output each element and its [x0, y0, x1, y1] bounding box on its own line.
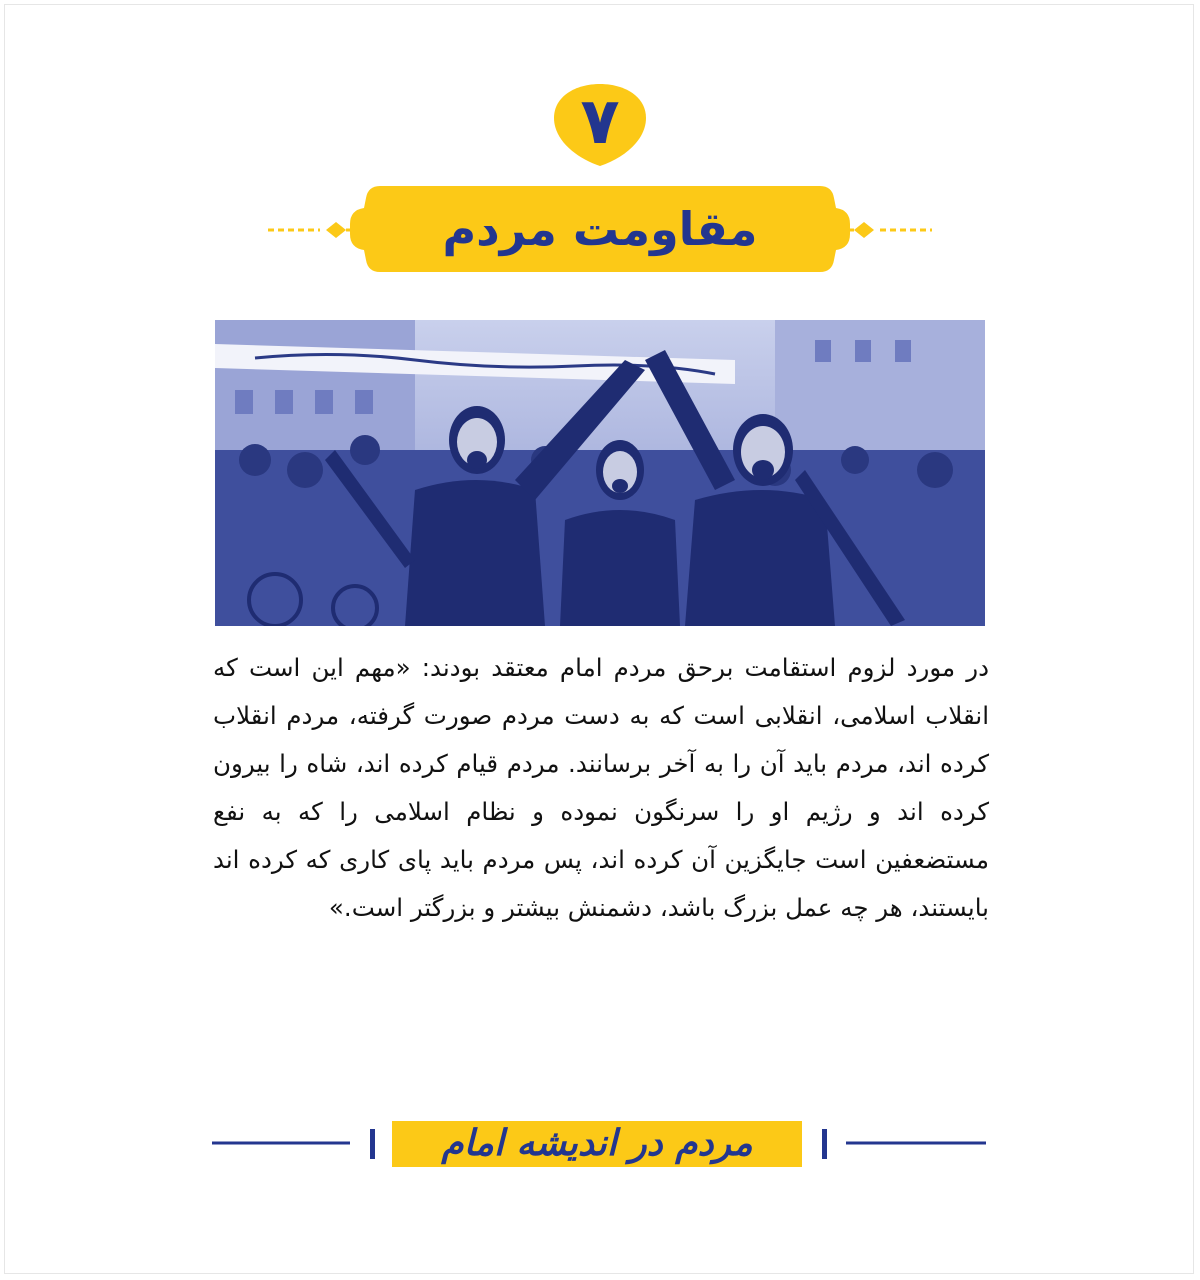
footer-label: مردم در اندیشه امام — [441, 1122, 753, 1164]
body-paragraph: در مورد لزوم استقامت برحق مردم امام معتقد بودند: «مهم این است که انقلاب اسلامی، انقلابی است که به دست مردم صورت گرفته، مردم انقلاب کرده اند، مردم باید آن را به آخر برسانند. مردم قیام کرده اند، شاه را بیرون کرده اند و رژیم او را سرنگون نموده و نظام اسلامی را که به نفع مستضعفین است جایگزین آن کرده اند، پس مردم باید پای کاری که کرده اند بایستند، هر چه عمل بزرگ باشد، دشمنش بیشتر و بزرگتر است.» — [213, 653, 989, 922]
protest-crowd-photo — [215, 320, 985, 626]
page-title: مقاومت مردم — [442, 202, 758, 256]
number-badge-value: ۷ — [580, 85, 620, 159]
